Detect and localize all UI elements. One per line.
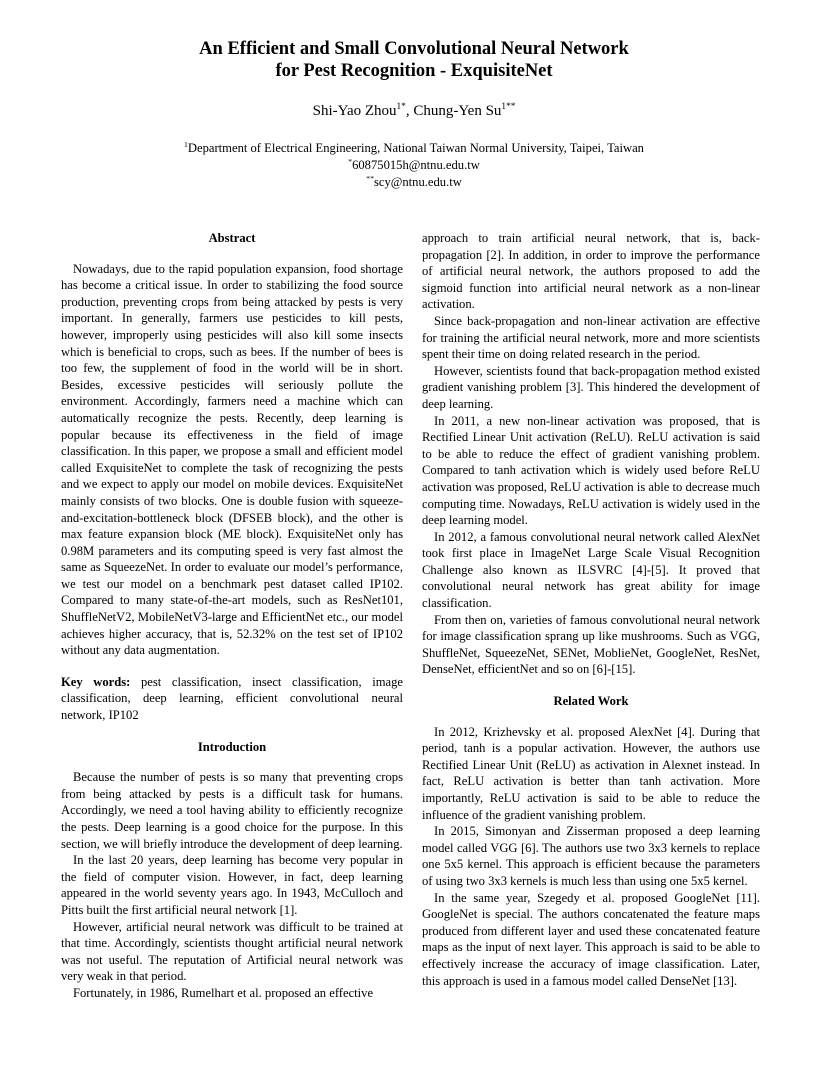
abstract-heading: Abstract bbox=[208, 231, 256, 245]
intro-paragraph: In 2012, a famous convolutional neural network called AlexNet took first place in ImageNet Large Scale Visual Recognition Challenge also known as ILSVRC [4]-[5]. It proved that convolutional neural network has great ability for image classification. bbox=[422, 529, 760, 611]
intro-continued-paragraph: approach to train artificial neural network, that is, back-propagation [2]. In addition, in order to improve the performance of artificial neural network, the authors proposed to add the sigmoid function into artificial neural network as a non-linear activation. bbox=[422, 231, 760, 312]
affiliation-block bbox=[60, 140, 768, 190]
author-1: Shi-Yao Zhou bbox=[312, 103, 397, 119]
email-2: scy@ntnu.edu.tw bbox=[373, 174, 462, 189]
abstract-text: Nowadays, due to the rapid population expansion, food shortage has become a critical issue. In order to stabilizing the food source production, preventing crops from being attacked by pests is very important. In generally, farmers use pesticides to kill pests, however, improperly using pesticides will also kill some insects which is beneficial to crops, such as bees. If the number of bees is too few, the supplement of food in the world will be in short. Besides, excessive pesticides will seriously pollute the environment. Accordingly, farmers need a machine which can automatically recognize the pests. Recently, deep learning is popular because its effectiveness in the field of image classification. In this paper, we propose a small and efficient model called ExquisiteNet to complete the task of recognizing the pests and we expect to apply our model on mobile devices. ExquisiteNet mainly consists of two blocks. One is double fusion with squeeze-and-excitation-bottleneck block (DFSEB block), and the other is max feature expansion block (ME block). ExquisiteNet only has 0.98M parameters and its computing speed is very fast almost the same as SqueezeNet. In order to evaluate our model’s performance, we test our model on a benchmark pest dataset called IP102. Compared to many state-of-the-art models, such as ResNet101, ShuffleNetV2, MobileNetV3-large and EfficientNet etc., our model achieves higher accuracy, that is, 52.32% on the test set of IP102 without any data augmentation. bbox=[61, 261, 403, 658]
author-2-affil-mark: 1** bbox=[501, 102, 516, 112]
email-1: 60875015h@ntnu.edu.tw bbox=[352, 157, 480, 172]
email-2-mark: ** bbox=[366, 173, 374, 183]
related-work-heading: Related Work bbox=[553, 694, 629, 709]
intro-paragraph: Because the number of pests is so many that preventing crops from being attacked by pests is a difficult task for humans. Accordingly, we need a tool having ability to efficiently recognize the pests. Deep learning is a good choice for the purpose. In this section, we will briefly introduce the development of deep learning. bbox=[61, 770, 403, 851]
author-2: Chung-Yen Su bbox=[413, 103, 502, 119]
affiliation-text: Department of Electrical Engineering, National Taiwan Normal University, Taipei, Taiwan bbox=[187, 141, 644, 155]
author-1-affil-mark: 1* bbox=[396, 102, 406, 112]
keywords-label: Key words: bbox=[61, 674, 131, 689]
affiliation-line bbox=[60, 140, 768, 157]
left-column bbox=[61, 230, 403, 1002]
intro-paragraph: In 2011, a new non-linear activation was proposed, that is Rectified Linear Unit activation (ReLU). ReLU activation is said to be able to reduce the effect of gradient vanishing problem. Compared to tanh activation which is widely used before ReLU activation was proposed, ReLU activation is able to decrease much computing time. Nowadays, ReLU activation is widely used in the deep learning model. bbox=[422, 413, 760, 528]
email-1-mark: * bbox=[348, 156, 353, 166]
related-work-paragraph: In the same year, Szegedy et al. proposed GoogleNet [11]. GoogleNet is special. The authors concatenated the feature maps produced from different layer and used these concatenated feature maps as the input of next layer. This approach is said to be able to effectively increase the accuracy of image classification. Later, this approach is used in a famous model called DenseNet [13]. bbox=[422, 890, 760, 988]
affiliation-mark: 1 bbox=[184, 139, 188, 149]
intro-paragraph: Since back-propagation and non-linear activation are effective for training the artificial neural network, more and more scientists spent their time on doing related research in the period. bbox=[422, 313, 760, 362]
email-line-1 bbox=[60, 157, 768, 174]
intro-paragraph: However, artificial neural network was difficult to be trained at that time. Accordingly, scientists thought artificial neural network was not useful. The reputation of Artificial neural network was very weak in that period. bbox=[61, 919, 403, 984]
author-list bbox=[60, 102, 768, 120]
intro-paragraph: From then on, varieties of famous convolutional neural network for image classification sprang up like mushrooms. Such as VGG, ShuffleNet, SqueezeNet, SENet, MoblieNet, GoogleNet, ResNet, DenseNet, efficientNet and so on [6]-[15]. bbox=[422, 612, 760, 677]
email-line-2 bbox=[60, 174, 768, 191]
related-work-paragraph: In 2012, Krizhevsky et al. proposed AlexNet [4]. During that period, tanh is a popular activation. However, the authors use Rectified Linear Unit (ReLU) as activation in Alexnet instead. In fact, ReLU activation is better than tanh activation. More importantly, ReLU activation is said to be able to reduce the influence of the gradient vanishing problem. bbox=[422, 724, 760, 822]
related-work-paragraph: In 2015, Simonyan and Zisserman proposed a deep learning model called VGG [6]. The authors use two 3x3 kernels to replace one 5x5 kernel. This approach is efficient because the parameters of using two 3x3 kernels is much less than using one 5x5 kernel. bbox=[422, 824, 760, 888]
paper-title bbox=[60, 38, 768, 82]
intro-paragraph: In the last 20 years, deep learning has become very popular in the field of computer vision. However, in fact, deep learning appeared in the world seventy years ago. In 1943, McCulloch and Pitts built the first artificial neural network [1]. bbox=[61, 853, 403, 917]
title-line-2: for Pest Recognition - ExquisiteNet bbox=[275, 61, 553, 81]
intro-paragraph: Fortunately, in 1986, Rumelhart et al. proposed an effective bbox=[73, 985, 374, 1000]
introduction-heading: Introduction bbox=[197, 739, 267, 754]
keywords-text: pest classification, insect classification, image classification, deep learning, efficient convolutional neural network, IP102 bbox=[61, 674, 403, 723]
title-line-1: An Efficient and Small Convolutional Neural Network bbox=[199, 39, 629, 59]
keywords bbox=[61, 674, 403, 724]
right-column bbox=[422, 230, 760, 989]
author-separator: , bbox=[405, 103, 414, 119]
intro-paragraph: However, scientists found that back-propagation method existed gradient vanishing problem [3]. This hindered the development of deep learning. bbox=[422, 363, 760, 411]
